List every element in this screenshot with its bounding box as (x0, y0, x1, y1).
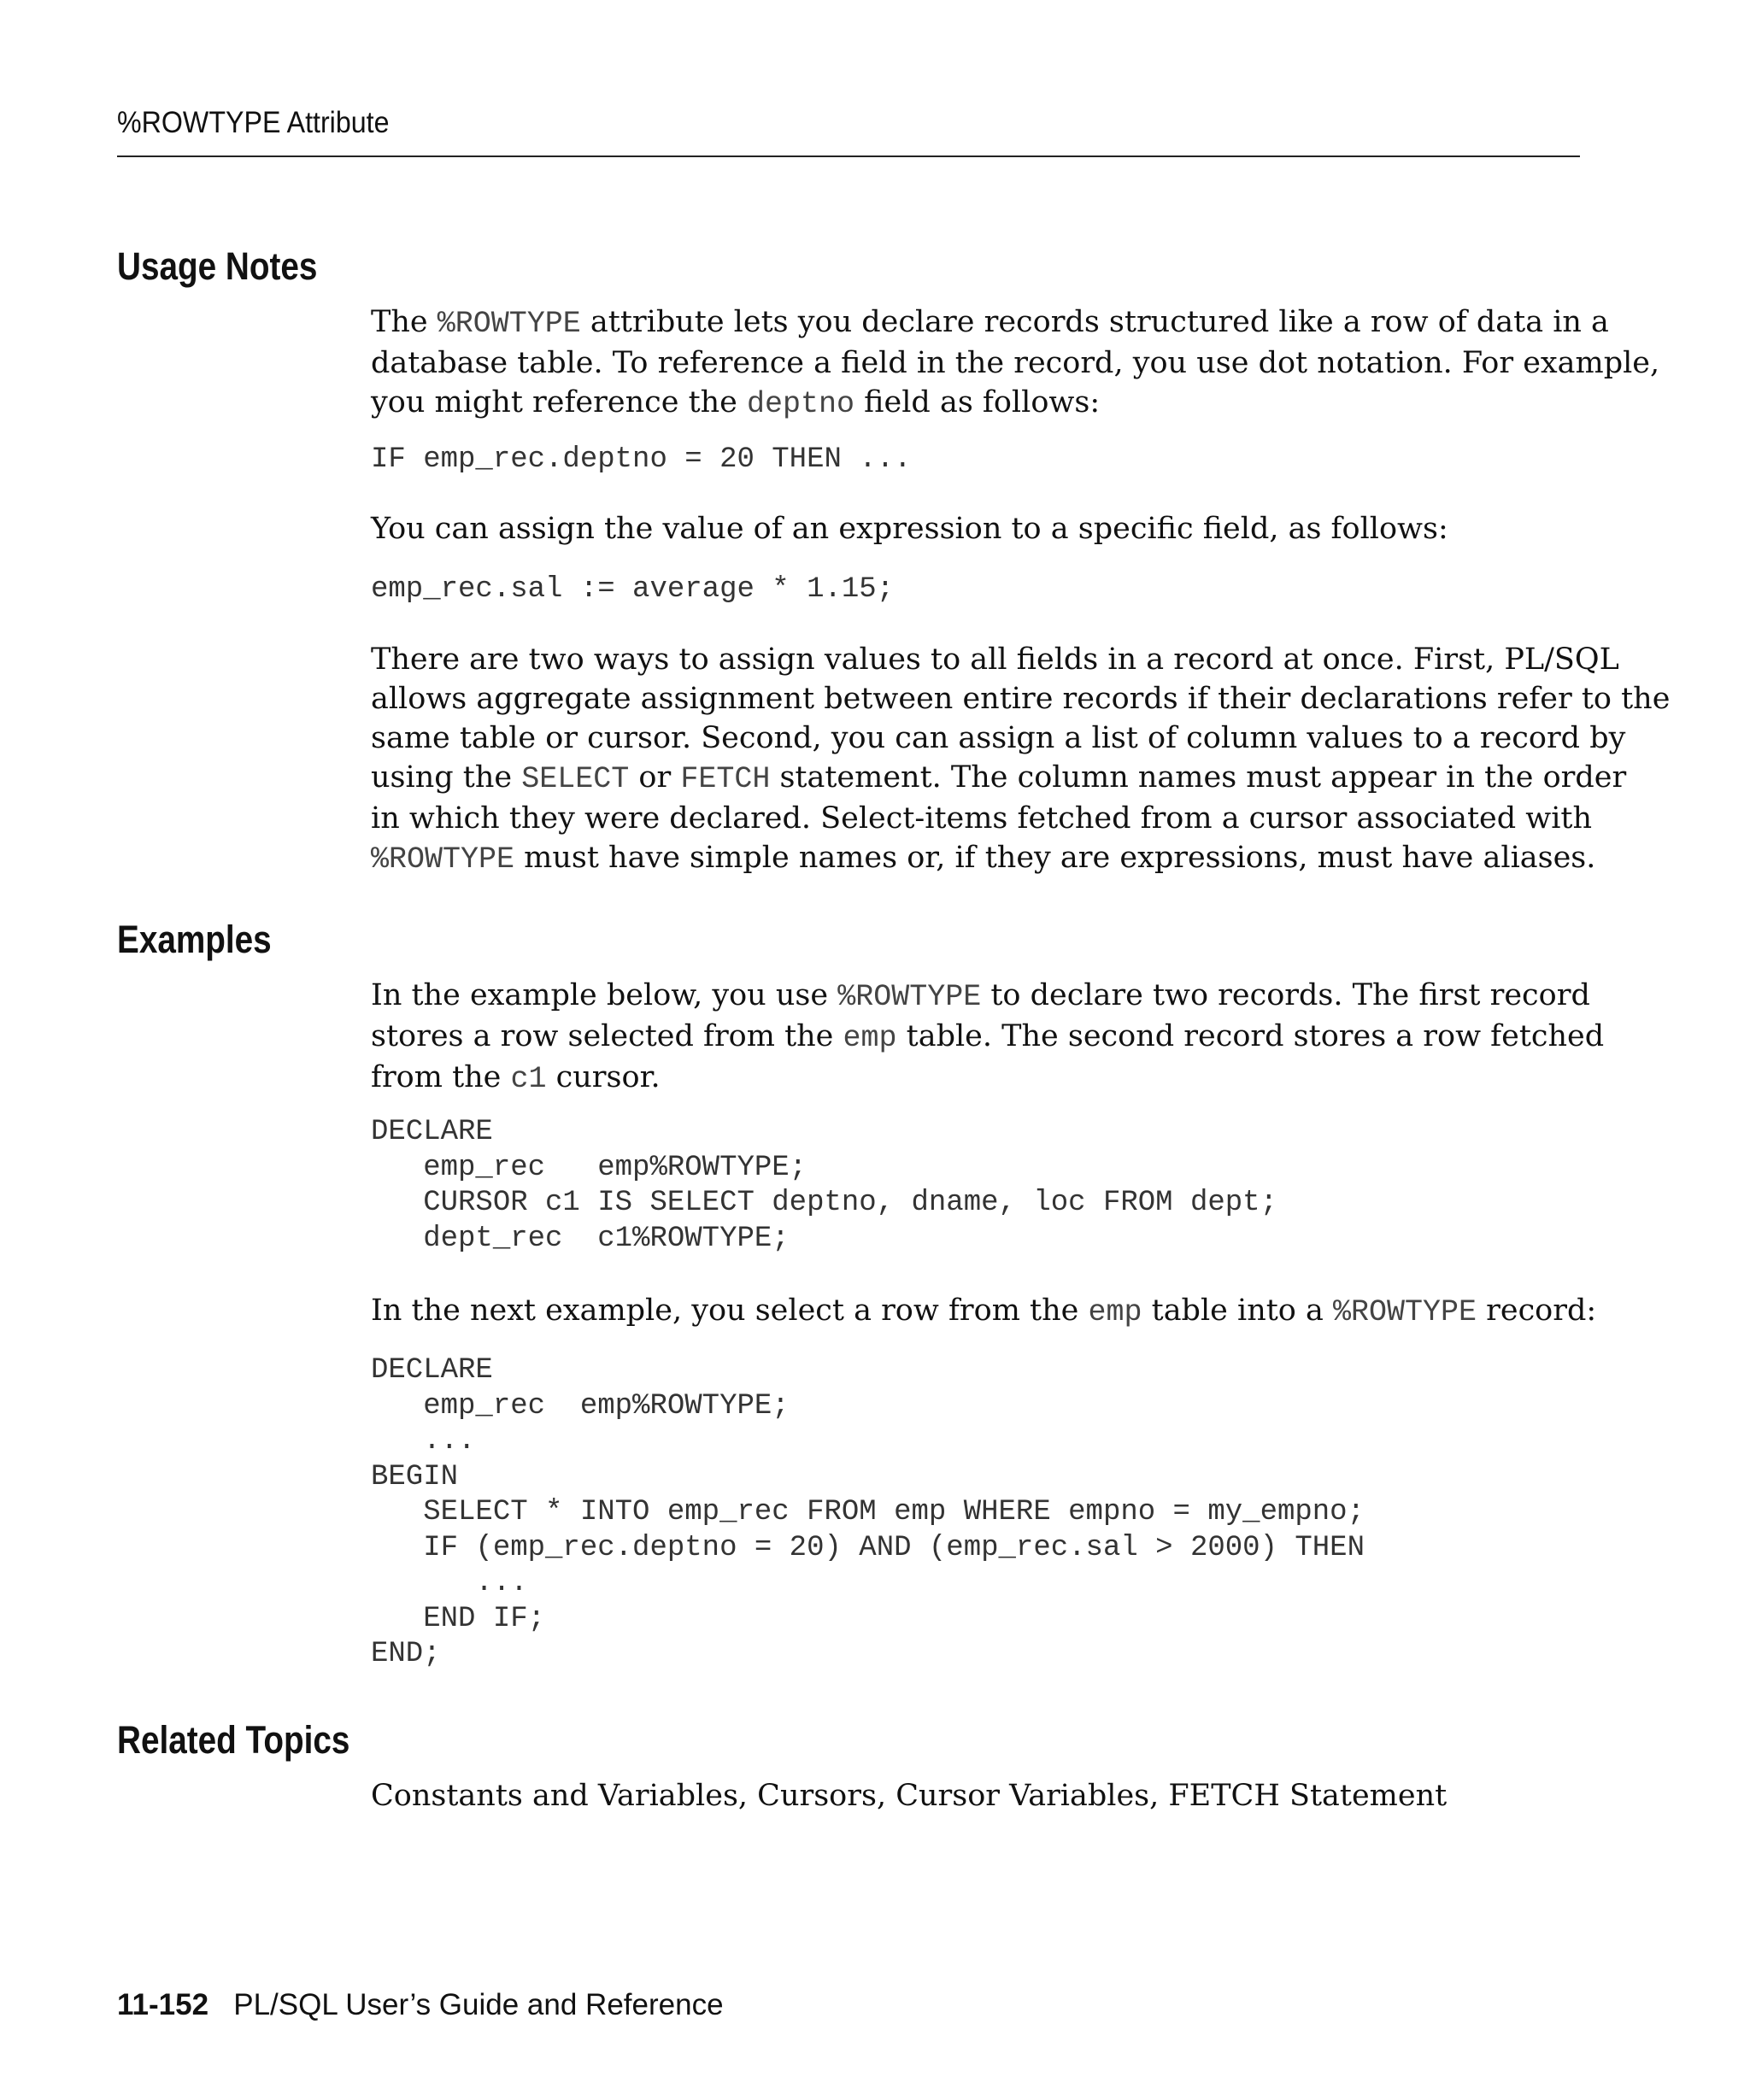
examples-para-2: In the next example, you select a row from the emp table into a %ROWTYPE record: (371, 1293, 1597, 1329)
related-topics-list (371, 1776, 1584, 1816)
code-block-1: IF emp_rec.deptno = 20 THEN ... (371, 443, 912, 476)
inline-code: %ROWTYPE (437, 307, 581, 341)
inline-code: deptno (747, 387, 855, 421)
usage-notes-para-3: There are two ways to assign values to all fields in a record at once. First, PL/SQL allows aggregate assignment between entire records if their declarations refer to the same table or cursor. Second, you can assign a list of column values to a record by using the SELECT or FETCH statement. The column names must appear in the order in which they were declared. Select-items fetched from a cursor associated with %ROWTYPE must have simple names or, if they are expressions, must have aliases. (371, 642, 1671, 877)
inline-code: %ROWTYPE (371, 842, 515, 877)
running-header: %ROWTYPE Attribute (117, 106, 390, 139)
code-block-2: emp_rec.sal := average * 1.15; (371, 573, 895, 606)
related-topics-heading: Related Topics (117, 1718, 350, 1762)
page-footer (117, 1988, 724, 2022)
header-rule (117, 155, 1580, 157)
code-block-3: DECLARE emp_rec emp%ROWTYPE; CURSOR c1 IS SELECT deptno, dname, loc FROM dept; dept_rec c1%ROWTYPE; (371, 1116, 1277, 1255)
usage-notes-para-2: You can assign the value of an expression to a specific field, as follows: (371, 512, 1448, 546)
usage-notes-para-1: The %ROWTYPE attribute lets you declare records structured like a row of data in a database table. To reference a field in the record, you use dot notation. For example, you might reference the deptno field as follows: (371, 305, 1660, 421)
inline-code: emp (1088, 1295, 1142, 1329)
examples-para-1: In the example below, you use %ROWTYPE to declare two records. The first record stores a row selected from the emp table. The second record stores a row fetched from the c1 cursor. (371, 978, 1605, 1096)
inline-code: SELECT (521, 762, 630, 796)
page-number: 11-152 (117, 1988, 209, 2021)
code-block-4: DECLARE emp_rec emp%ROWTYPE; ... BEGIN SELECT * INTO emp_rec FROM emp WHERE empno = my_empno; IF (emp_rec.deptno = 20) AND (emp_rec.sal > 2000) THEN ... END IF; END; (371, 1354, 1365, 1670)
examples-heading: Examples (117, 918, 272, 961)
inline-code: %ROWTYPE (837, 980, 982, 1014)
book-title: PL/SQL User’s Guide and Reference (233, 1988, 724, 2021)
related-topics-text: Constants and Variables, Cursors, Cursor Variables, FETCH Statement (371, 1779, 1448, 1813)
inline-code: c1 (510, 1062, 547, 1096)
inline-code: FETCH (680, 762, 771, 796)
usage-notes-heading: Usage Notes (117, 244, 318, 288)
inline-code: %ROWTYPE (1332, 1295, 1477, 1329)
inline-code: emp (843, 1021, 897, 1055)
